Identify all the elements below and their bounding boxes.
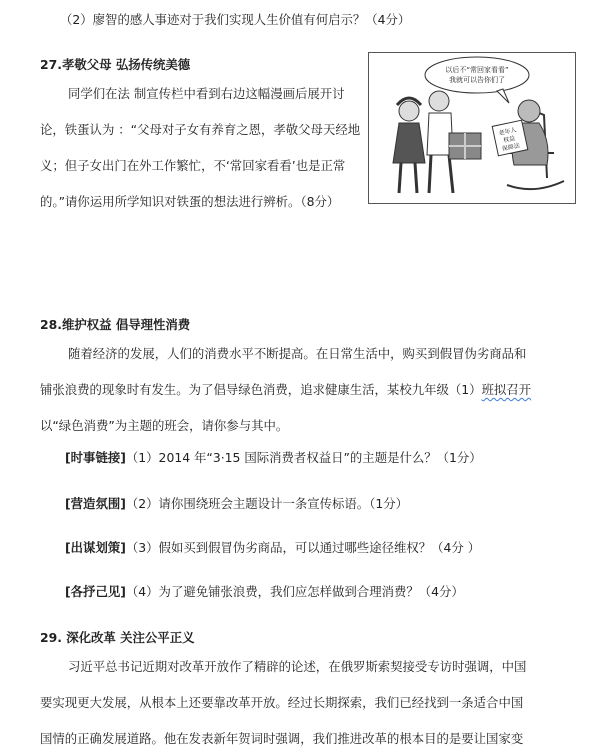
question-28-line-2-text: 铺张浪费的现象时有发生。为了倡导绿色消费，追求健康生活，某校九年级（1） — [40, 382, 482, 397]
sub-4-text: （4）为了避免铺张浪费，我们应怎样做到合理消费？（4分） — [125, 584, 464, 599]
question-28-sub-2 — [65, 496, 408, 512]
man-head — [429, 91, 449, 111]
svg-text:老年人: 老年人 — [498, 126, 518, 138]
speech-line-2: 我就可以告你们了 — [449, 76, 505, 84]
question-28-line-3: 以“绿色消费”为主题的班会，请你参与其中。 — [40, 418, 289, 433]
question-28-line-2 — [40, 382, 531, 398]
sub-2-text: （2）请你围绕班会主题设计一条宣传标语。（1分） — [125, 496, 409, 511]
question-26-part-2: （2）廖智的感人事迹对于我们实现人生价值有何启示？（4分） — [60, 12, 411, 27]
question-27-line-1: 同学们在法 制宣传栏中看到右边这幅漫画后展开讨 — [68, 86, 345, 101]
speech-bubble — [425, 57, 529, 93]
sub-4-tag: [各抒己见] — [65, 584, 126, 599]
sub-1-text: （1）2014 年“3·15 国际消费者权益日”的主题是什么？（1分） — [125, 450, 482, 465]
question-29-line-2: 要实现更大发展，从根本上还要靠改革开放。经过长期探索，我们已经找到一条适合中国 — [40, 695, 524, 710]
question-29-line-3: 国情的正确发展道路。他在发表新年贺词时强调，我们推进改革的根本目的是要让国家变 — [40, 731, 524, 746]
woman-body — [393, 123, 425, 163]
old-woman-head — [518, 100, 540, 122]
question-27-title: 27.孝敬父母 弘扬传统美德 — [40, 57, 191, 72]
sub-3-tag: [出谋划策] — [65, 540, 126, 555]
question-27-line-3: 义；但子女出门在外工作繁忙，不‘常回家看看’也是正常 — [40, 158, 346, 173]
sub-3-text: （3）假如买到假冒伪劣商品，可以通过哪些途径维权？（4分 ） — [125, 540, 481, 555]
question-27-line-2: 论，铁蛋认为 ：“父母对子女有养育之恩，孝敬父母天经地 — [40, 122, 361, 137]
question-28-sub-1 — [65, 450, 482, 466]
question-28-line-1: 随着经济的发展，人们的消费水平不断提高。在日常生活中，购买到假冒伪劣商品和 — [68, 346, 527, 361]
sub-1-tag: [时事链接] — [65, 450, 126, 465]
woman-head — [399, 101, 419, 121]
question-28-sub-4 — [65, 584, 464, 600]
sub-2-tag: [营造氛围] — [65, 496, 126, 511]
question-27-line-4: 的。”请你运用所学知识对铁蛋的想法进行辨析。（8分） — [40, 194, 340, 209]
question-29-line-1: 习近平总书记近期对改革开放作了精辟的论述，在俄罗斯索契接受专访时强调，中国 — [68, 659, 527, 674]
svg-text:权益: 权益 — [502, 135, 516, 145]
cartoon-figure — [368, 52, 576, 204]
question-28-line-2-underlined: 班拟召开 — [481, 382, 532, 397]
question-28-title: 28.维护权益 倡导理性消费 — [40, 317, 191, 332]
speech-line-1: 以后不“常回家看看” — [445, 66, 509, 74]
svg-text:保障法: 保障法 — [501, 142, 521, 153]
question-29-title: 29. 深化改革 关注公平正义 — [40, 630, 195, 645]
question-28-sub-3 — [65, 540, 480, 556]
cartoon-illustration — [369, 53, 575, 203]
